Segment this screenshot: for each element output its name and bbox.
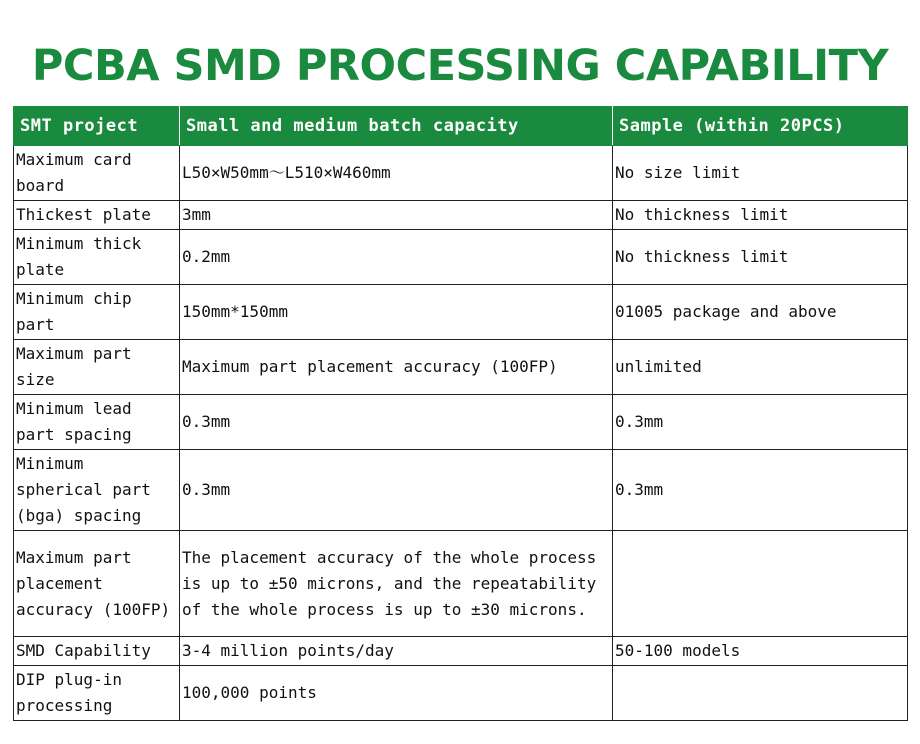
batch-value: 100,000 points — [180, 666, 613, 721]
sample-value: 0.3mm — [613, 450, 908, 531]
row-label: Minimum chip part — [14, 285, 180, 340]
sample-value: No size limit — [613, 146, 908, 201]
page-title: PCBA SMD PROCESSING CAPABILITY — [31, 41, 889, 91]
sample-value — [613, 531, 908, 637]
table-row — [14, 666, 908, 721]
row-label: DIP plug-in processing — [14, 666, 180, 721]
sample-value — [613, 666, 908, 721]
capability-table — [13, 106, 908, 721]
header-sample: Sample (within 20PCS) — [613, 107, 908, 146]
batch-value: 0.3mm — [180, 395, 613, 450]
row-label: Maximum part size — [14, 340, 180, 395]
batch-value: 150mm*150mm — [180, 285, 613, 340]
batch-value: 0.2mm — [180, 230, 613, 285]
row-label: Minimum spherical part (bga) spacing — [14, 450, 180, 531]
table-row — [14, 146, 908, 201]
row-label: Maximum card board — [14, 146, 180, 201]
sample-value: No thickness limit — [613, 230, 908, 285]
table-row — [14, 340, 908, 395]
row-label: SMD Capability — [14, 637, 180, 666]
table-row — [14, 450, 908, 531]
header-smt-project: SMT project — [14, 107, 180, 146]
batch-value: Maximum part placement accuracy (100FP) — [180, 340, 613, 395]
row-label: Maximum part placement accuracy (100FP) — [14, 531, 180, 637]
sample-value: 0.3mm — [613, 395, 908, 450]
sample-value: 50-100 models — [613, 637, 908, 666]
sample-value: 01005 package and above — [613, 285, 908, 340]
table-row — [14, 395, 908, 450]
table-row — [14, 201, 908, 230]
header-batch-capacity: Small and medium batch capacity — [180, 107, 613, 146]
table-header-row — [14, 107, 908, 146]
row-label: Minimum lead part spacing — [14, 395, 180, 450]
sample-value: No thickness limit — [613, 201, 908, 230]
batch-value: The placement accuracy of the whole process is up to ±50 microns, and the repeatability of the whole process is up to ±30 microns. — [180, 531, 613, 637]
batch-value: 3-4 million points/day — [180, 637, 613, 666]
batch-value: 0.3mm — [180, 450, 613, 531]
row-label: Thickest plate — [14, 201, 180, 230]
table-row — [14, 285, 908, 340]
sample-value: unlimited — [613, 340, 908, 395]
table-row — [14, 230, 908, 285]
table-row — [14, 531, 908, 637]
batch-value: 3mm — [180, 201, 613, 230]
row-label: Minimum thick plate — [14, 230, 180, 285]
batch-value: L50×W50mm～L510×W460mm — [180, 146, 613, 201]
table-row — [14, 637, 908, 666]
